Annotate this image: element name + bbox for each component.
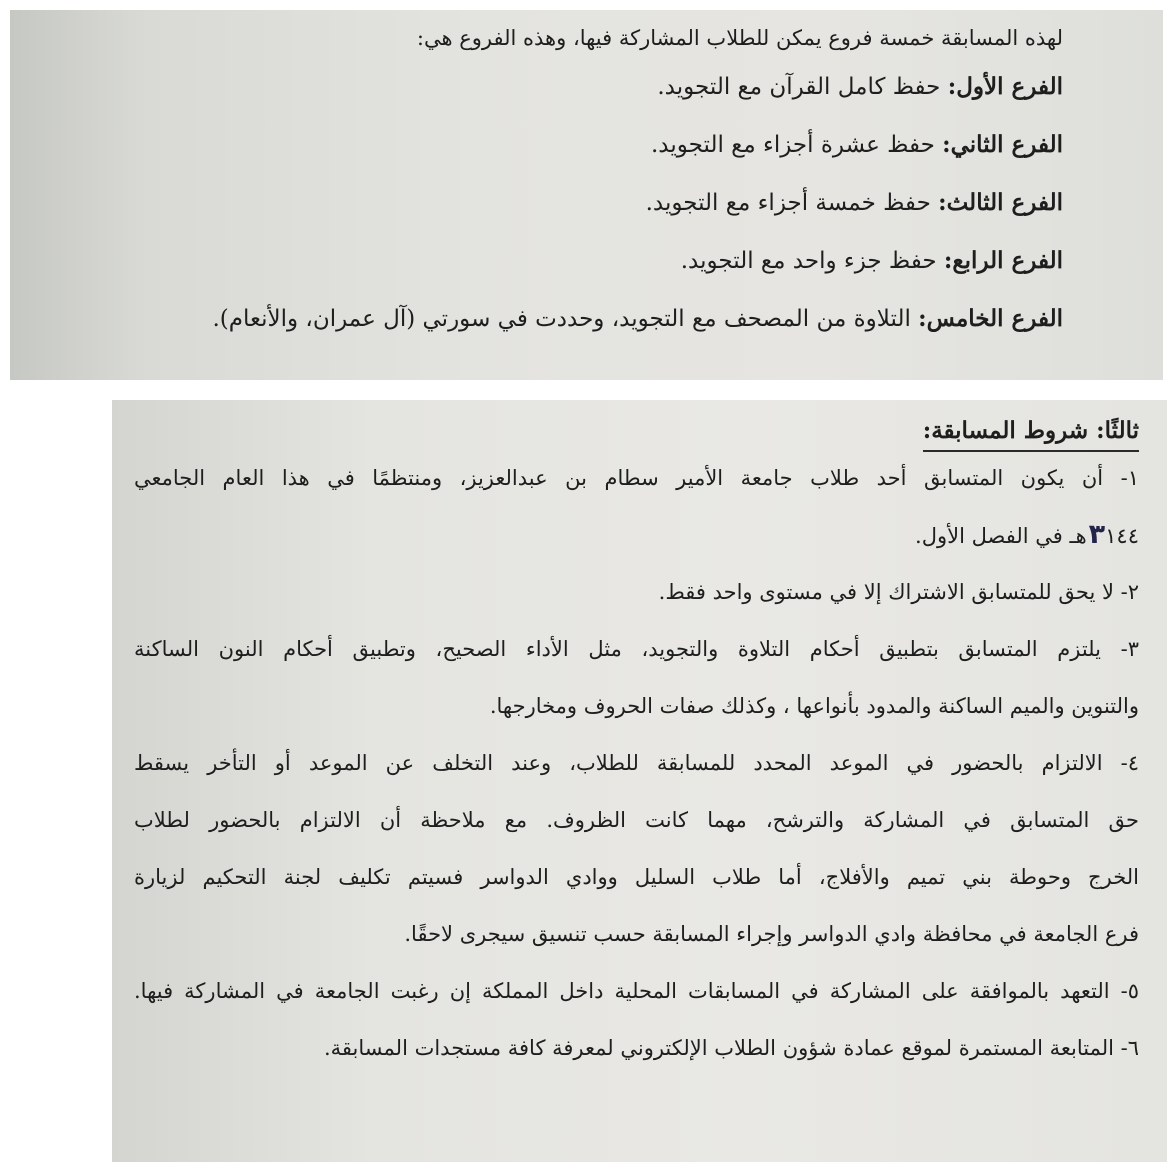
branch-item-5 [70,304,1063,362]
condition-line-7: حق المتسابق في المشاركة والترشح، مهما كانت الظروف. مع ملاحظة أن الالتزام بالحضور لطلاب [134,808,1139,832]
branch-item-2 [70,130,1063,188]
condition-line-9: فرع الجامعة في محافظة وادي الدواسر وإجراء المسابقة حسب تنسيق سيجرى لاحقًا. [404,922,1139,946]
branch-item-1 [70,72,1063,130]
branch-text: حفظ عشرة أجزاء مع التجويد. [650,132,935,158]
branch-name: الفرع الخامس: [918,305,1063,332]
condition-line-10: ٥- التعهد بالموافقة على المشاركة في المسابقات المحلية داخل المملكة إن رغبت الجامعة في المشاركة فيها. [134,979,1139,1003]
bottom-document-scan [112,400,1167,1162]
condition-line-8: الخرج وحوطة بني تميم والأفلاج، أما طلاب السليل ووادي الدواسر فسيتم تكليف لجنة التحكيم لزيارة [134,865,1139,889]
condition-line-2 [134,521,1139,578]
top-document-scan [10,10,1163,380]
condition-line-11: ٦- المتابعة المستمرة لموقع عمادة شؤون الطلاب الإلكتروني لمعرفة كافة مستجدات المسابقة. [324,1036,1139,1060]
condition-line-2-text: ١٤٤هـ في الفصل الأول. [915,524,1139,548]
condition-line-5: والتنوين والميم الساكنة والمدود بأنواعها ، وكذلك صفات الحروف ومخارجها. [489,694,1139,718]
branch-text: حفظ كامل القرآن مع التجويد. [657,74,941,100]
branch-text: التلاوة من المصحف مع التجويد، وحددت في سورتي (آل عمران، والأنعام). [212,306,911,332]
branch-name: الفرع الرابع: [943,247,1063,274]
conditions-heading: ثالثًا: شروط المسابقة: [923,414,1139,452]
condition-line-4: ٣- يلتزم المتسابق بتطبيق أحكام التلاوة والتجويد، مثل الأداء الصحيح، وتطبيق أحكام النون الساكنة [134,637,1139,661]
branch-item-4 [70,246,1063,304]
condition-line-1: ١- أن يكون المتسابق أحد طلاب جامعة الأمير سطام بن عبدالعزيز، ومنتظمًا في هذا العام الجامعي [134,466,1139,490]
condition-line-3: ٢- لا يحق للمتسابق الاشتراك إلا في مستوى واحد فقط. [658,580,1139,604]
branch-item-3 [70,188,1063,246]
branch-name: الفرع الأول: [947,73,1063,100]
conditions-heading-wrap [134,414,1139,464]
handwritten-digit: ٣ [1088,519,1106,550]
branch-name: الفرع الثالث: [938,189,1063,216]
branch-text: حفظ خمسة أجزاء مع التجويد. [645,190,931,216]
branch-text: حفظ جزء واحد مع التجويد. [680,248,937,274]
branches-intro: لهذه المسابقة خمسة فروع يمكن للطلاب المشاركة فيها، وهذه الفروع هي: [416,26,1063,50]
condition-line-6: ٤- الالتزام بالحضور في الموعد المحدد للمسابقة للطلاب، وعند التخلف عن الموعد أو التأخر يسقط [134,751,1139,775]
branch-name: الفرع الثاني: [942,131,1063,158]
